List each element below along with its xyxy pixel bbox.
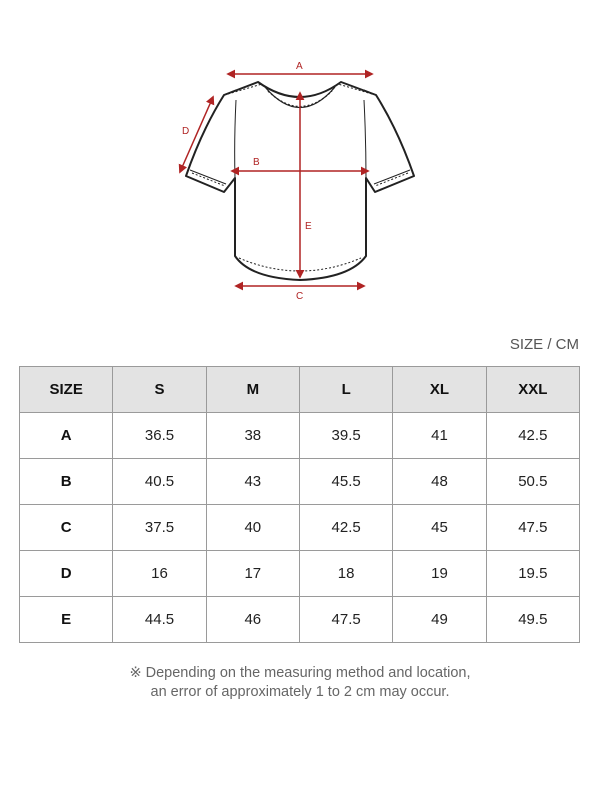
row-label: E — [20, 597, 113, 643]
table-cell: 46 — [206, 597, 299, 643]
table-cell: 36.5 — [113, 413, 206, 459]
header-size: SIZE — [20, 367, 113, 413]
table-cell: 48 — [393, 459, 486, 505]
dimension-c-label: C — [296, 291, 304, 302]
measurement-note — [0, 664, 600, 702]
header-xxl: XXL — [486, 367, 579, 413]
unit-label: SIZE / CM — [509, 336, 579, 353]
dimension-lines — [180, 74, 372, 286]
table-cell: 50.5 — [486, 459, 579, 505]
table-row — [20, 551, 580, 597]
table-cell: 49.5 — [486, 597, 579, 643]
table-cell: 45 — [393, 505, 486, 551]
header-xl: XL — [393, 367, 486, 413]
table-row — [20, 413, 580, 459]
header-s: S — [113, 367, 206, 413]
table-cell: 41 — [393, 413, 486, 459]
row-label: D — [20, 551, 113, 597]
table-cell: 43 — [206, 459, 299, 505]
dimension-b-label: B — [253, 157, 260, 168]
table-row — [20, 459, 580, 505]
header-m: M — [206, 367, 299, 413]
table-cell: 42.5 — [299, 505, 392, 551]
table-row — [20, 597, 580, 643]
tshirt-measurement-diagram — [0, 0, 600, 320]
dimension-a-label: A — [296, 61, 303, 72]
dimension-d-label: D — [182, 126, 190, 137]
note-line-2: an error of approximately 1 to 2 cm may occur. — [150, 684, 450, 700]
table-cell: 18 — [299, 551, 392, 597]
table-cell: 40.5 — [113, 459, 206, 505]
table-cell: 39.5 — [299, 413, 392, 459]
size-chart-table — [19, 366, 580, 643]
table-cell: 17 — [206, 551, 299, 597]
table-cell: 37.5 — [113, 505, 206, 551]
table-row — [20, 505, 580, 551]
table-cell: 47.5 — [486, 505, 579, 551]
header-l: L — [299, 367, 392, 413]
table-cell: 16 — [113, 551, 206, 597]
note-line-1: ※ Depending on the measuring method and location, — [129, 665, 471, 681]
row-label: A — [20, 413, 113, 459]
table-cell: 47.5 — [299, 597, 392, 643]
table-cell: 38 — [206, 413, 299, 459]
row-label: B — [20, 459, 113, 505]
table-cell: 42.5 — [486, 413, 579, 459]
dimension-e-label: E — [305, 221, 312, 232]
table-cell: 44.5 — [113, 597, 206, 643]
table-header-row — [20, 367, 580, 413]
row-label: C — [20, 505, 113, 551]
table-cell: 19.5 — [486, 551, 579, 597]
table-cell: 40 — [206, 505, 299, 551]
table-cell: 45.5 — [299, 459, 392, 505]
table-cell: 19 — [393, 551, 486, 597]
table-cell: 49 — [393, 597, 486, 643]
